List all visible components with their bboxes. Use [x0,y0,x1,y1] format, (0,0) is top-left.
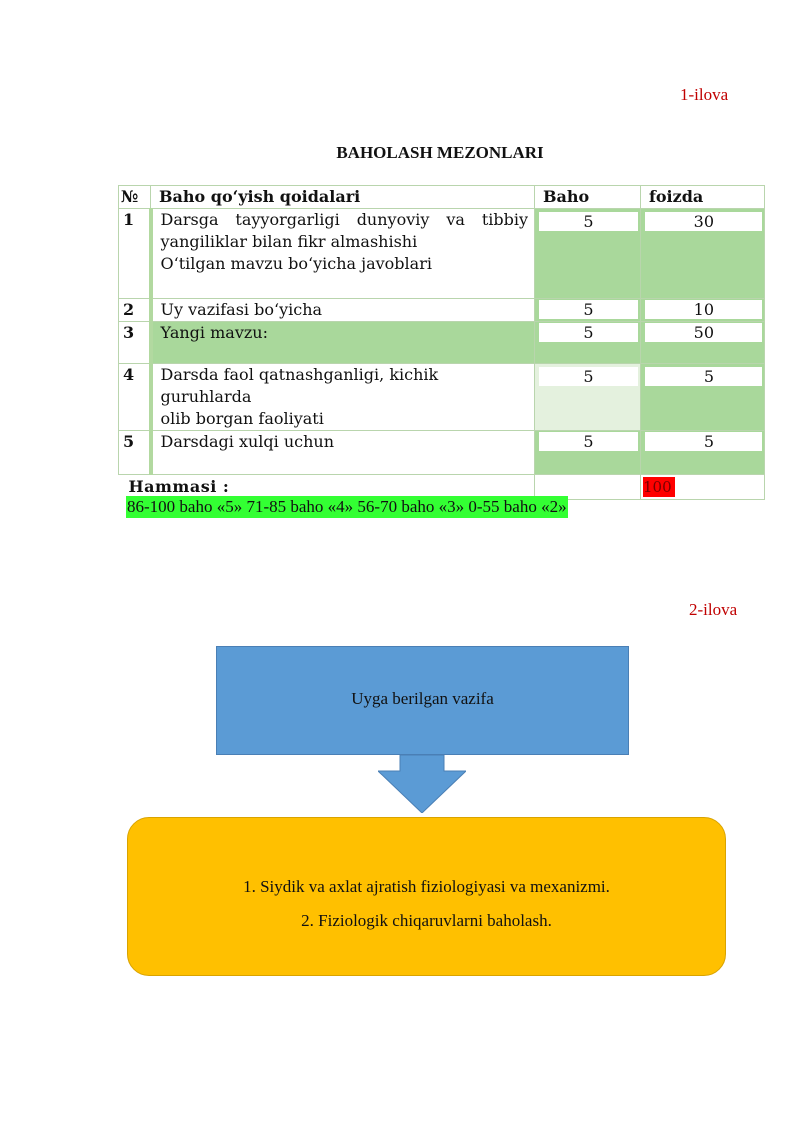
row-num: 3 [119,322,151,364]
rule-line: Darsga tayyorgarligi dunyoviy va tibbiy [160,210,528,229]
total-label: Hammasi : [119,475,535,500]
row-percent: 5 [645,432,762,451]
total-percent: 100 [643,477,675,497]
homework-topics-box [127,817,726,976]
table-row [119,322,765,364]
row-percent-cell [641,364,765,431]
appendix-1-label: 1-ilova [680,85,729,104]
row-rule [151,431,535,475]
row-num: 4 [119,364,151,431]
rule-line: O‘tilgan mavzu bo‘yicha javoblari [160,254,432,273]
rule-line: olib borgan faoliyati [160,409,324,428]
row-percent: 10 [645,300,762,319]
row-score: 5 [539,300,638,319]
table-row [119,209,765,299]
row-score: 5 [539,212,638,231]
homework-label: Uyga berilgan vazifa [351,689,494,708]
header-score: Baho [535,186,641,209]
homework-box [216,646,629,755]
rule-line: Darsda faol qatnashganligi, kichik guruhlarda [160,365,439,406]
appendix-2-label: 2-ilova [689,600,738,619]
rule-line: Darsdagi xulqi uchun [160,432,335,451]
table-row [119,299,765,322]
row-percent-cell [641,322,765,364]
rule-line: yangiliklar bilan fikr almashishi [160,232,418,251]
header-percent: foizda [641,186,765,209]
row-percent-cell [641,431,765,475]
row-percent: 50 [645,323,762,342]
grading-scale: 86-100 baho «5» 71-85 baho «4» 56-70 baho «3» 0-55 baho «2» [127,497,567,516]
row-score: 5 [539,432,638,451]
row-rule [151,209,535,299]
page-title: BAHOLASH MEZONLARI [336,143,544,162]
row-score-cell [535,364,641,431]
row-percent-cell [641,209,765,299]
table-row [119,431,765,475]
rule-line: Yangi mavzu: [160,323,268,342]
topic-item: 2. Fiziologik chiqaruvlarni baholash. [301,911,552,930]
row-percent: 30 [645,212,762,231]
rule-line: Uy vazifasi bo‘yicha [160,300,323,319]
row-num: 2 [119,299,151,322]
row-score: 5 [539,323,638,342]
row-percent: 5 [645,367,762,386]
row-score-cell [535,431,641,475]
topic-item: 1. Siydik va axlat ajratish fiziologiyasi va mexanizmi. [243,877,610,896]
down-arrow-icon [378,755,466,813]
row-percent-cell [641,299,765,322]
row-num: 1 [119,209,151,299]
grading-criteria-table [118,185,765,500]
row-rule [151,322,535,364]
header-num: № [119,186,151,209]
row-score-cell [535,322,641,364]
row-rule [151,364,535,431]
row-score: 5 [539,367,638,386]
table-row [119,364,765,431]
row-score-cell [535,299,641,322]
row-rule [151,299,535,322]
row-score-cell [535,209,641,299]
header-rule: Baho qo‘yish qoidalari [151,186,535,209]
table-header-row [119,186,765,209]
row-num: 5 [119,431,151,475]
total-percent-cell [641,475,765,500]
